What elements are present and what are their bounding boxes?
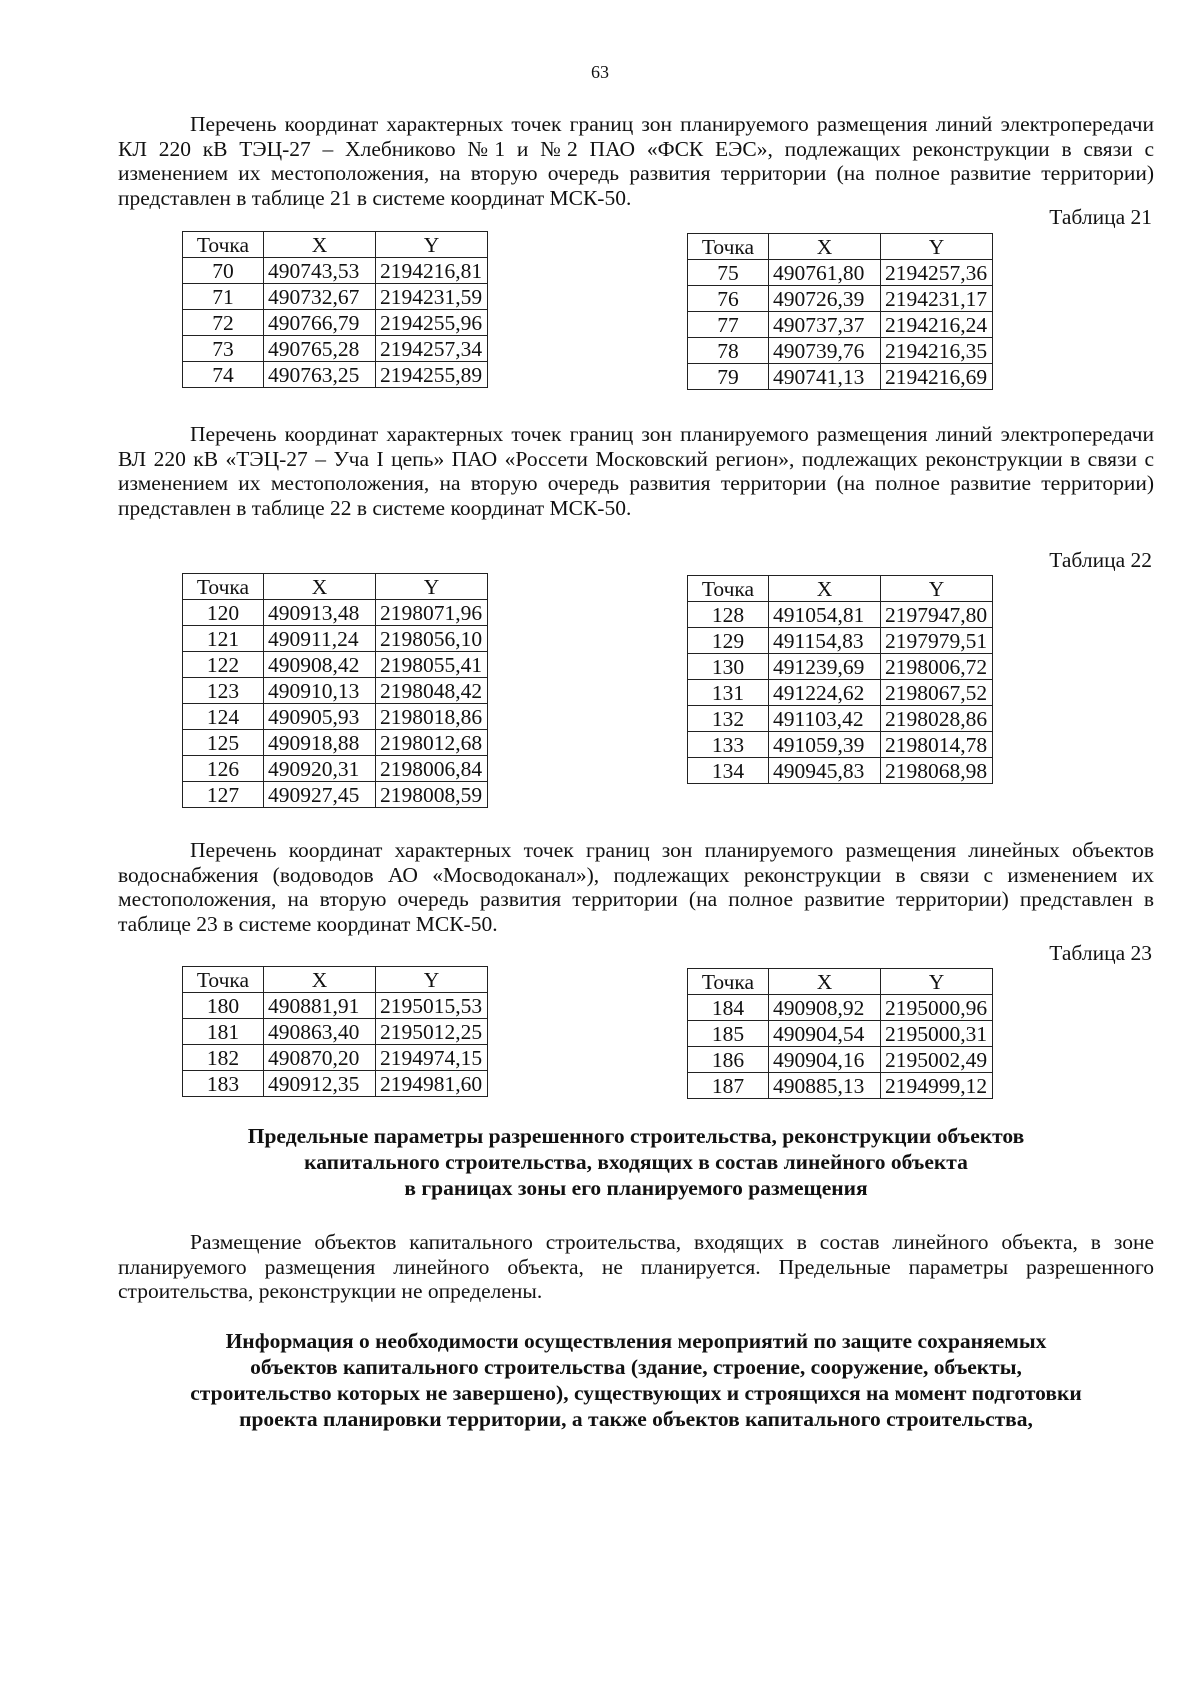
page-number: 63	[591, 62, 609, 82]
cell-y: 2198028,86	[881, 706, 993, 732]
table-row	[183, 704, 488, 730]
cell-x: 490732,67	[264, 284, 376, 310]
cell-x: 490741,13	[769, 364, 881, 390]
paragraph-table-21: Перечень координат характерных точек границ зон планируемого размещения линий электропередачи КЛ 220 кВ ТЭЦ-27 – Хлебниково №1 и №2 ПАО «ФСК ЕЭС», подлежащих реконструкции в связи с изменением их местоположения, на вторую очередь развития территории (на полное развитие территории) представлен в таблице 21 в системе координат МСК-50.	[118, 112, 1154, 210]
cell-point: 76	[688, 286, 769, 312]
cell-x: 491054,81	[769, 602, 881, 628]
cell-x: 491154,83	[769, 628, 881, 654]
cell-x: 490911,24	[264, 626, 376, 652]
table-row	[688, 602, 993, 628]
table-row	[183, 1045, 488, 1071]
table-header-row	[183, 232, 488, 258]
header-point: Точка	[183, 574, 264, 600]
cell-y: 2194231,17	[881, 286, 993, 312]
cell-point: 186	[688, 1047, 769, 1073]
cell-x: 490739,76	[769, 338, 881, 364]
cell-x: 491059,39	[769, 732, 881, 758]
cell-point: 79	[688, 364, 769, 390]
header-point: Точка	[688, 576, 769, 602]
cell-point: 123	[183, 678, 264, 704]
cell-x: 490885,13	[769, 1073, 881, 1099]
header-y: Y	[881, 969, 993, 995]
cell-x: 490927,45	[264, 782, 376, 808]
table-row	[183, 652, 488, 678]
cell-y: 2194216,69	[881, 364, 993, 390]
cell-y: 2198048,42	[376, 678, 488, 704]
heading-building-parameters	[118, 1123, 1154, 1201]
table-21-caption: Таблица 21	[1049, 205, 1152, 229]
cell-x: 490870,20	[264, 1045, 376, 1071]
cell-x: 490912,35	[264, 1071, 376, 1097]
cell-y: 2198055,41	[376, 652, 488, 678]
header-x: X	[769, 234, 881, 260]
table-row	[688, 654, 993, 680]
cell-point: 73	[183, 336, 264, 362]
cell-y: 2194981,60	[376, 1071, 488, 1097]
cell-y: 2195015,53	[376, 993, 488, 1019]
table-row	[688, 1021, 993, 1047]
table-row	[183, 993, 488, 1019]
table-row	[688, 364, 993, 390]
header-y: Y	[376, 232, 488, 258]
table-23-caption: Таблица 23	[1049, 941, 1152, 965]
cell-y: 2194255,89	[376, 362, 488, 388]
table-row	[183, 626, 488, 652]
cell-y: 2197947,80	[881, 602, 993, 628]
cell-y: 2195000,31	[881, 1021, 993, 1047]
heading-line: Информация о необходимости осуществления мероприятий по защите сохраняемых	[225, 1329, 1047, 1353]
heading-line: капитального строительства, входящих в состав линейного объекта	[304, 1150, 968, 1174]
table-22-right	[687, 575, 993, 784]
cell-x: 490920,31	[264, 756, 376, 782]
table-row	[688, 706, 993, 732]
cell-point: 130	[688, 654, 769, 680]
header-y: Y	[376, 967, 488, 993]
cell-point: 122	[183, 652, 264, 678]
table-row	[183, 1019, 488, 1045]
table-row	[688, 260, 993, 286]
table-header-row	[688, 576, 993, 602]
header-point: Точка	[688, 969, 769, 995]
cell-point: 71	[183, 284, 264, 310]
cell-x: 490863,40	[264, 1019, 376, 1045]
heading-protection-info	[118, 1328, 1154, 1432]
table-row	[688, 338, 993, 364]
cell-y: 2198006,84	[376, 756, 488, 782]
cell-x: 491224,62	[769, 680, 881, 706]
table-row	[688, 732, 993, 758]
table-row	[183, 258, 488, 284]
table-row	[183, 336, 488, 362]
cell-y: 2194216,35	[881, 338, 993, 364]
header-y: Y	[376, 574, 488, 600]
cell-x: 490726,39	[769, 286, 881, 312]
header-y: Y	[881, 576, 993, 602]
cell-x: 490904,54	[769, 1021, 881, 1047]
cell-y: 2194216,24	[881, 312, 993, 338]
cell-y: 2198014,78	[881, 732, 993, 758]
table-22-caption: Таблица 22	[1049, 548, 1152, 572]
cell-x: 490908,42	[264, 652, 376, 678]
cell-y: 2195012,25	[376, 1019, 488, 1045]
cell-x: 490904,16	[769, 1047, 881, 1073]
cell-y: 2198012,68	[376, 730, 488, 756]
cell-y: 2194999,12	[881, 1073, 993, 1099]
header-x: X	[264, 967, 376, 993]
cell-y: 2198056,10	[376, 626, 488, 652]
cell-point: 74	[183, 362, 264, 388]
cell-point: 72	[183, 310, 264, 336]
cell-point: 120	[183, 600, 264, 626]
cell-y: 2198071,96	[376, 600, 488, 626]
table-row	[688, 628, 993, 654]
table-row	[183, 284, 488, 310]
table-row	[183, 730, 488, 756]
cell-point: 121	[183, 626, 264, 652]
table-23-right	[687, 968, 993, 1099]
cell-point: 133	[688, 732, 769, 758]
table-row	[183, 1071, 488, 1097]
cell-y: 2197979,51	[881, 628, 993, 654]
heading-line: строительство которых не завершено), существующих и строящихся на момент подготовки	[190, 1381, 1082, 1405]
table-row	[688, 758, 993, 784]
cell-y: 2194257,34	[376, 336, 488, 362]
header-point: Точка	[183, 232, 264, 258]
cell-point: 77	[688, 312, 769, 338]
cell-point: 75	[688, 260, 769, 286]
cell-x: 490908,92	[769, 995, 881, 1021]
heading-line: объектов капитального строительства (здание, строение, сооружение, объекты,	[250, 1355, 1022, 1379]
cell-point: 180	[183, 993, 264, 1019]
cell-point: 131	[688, 680, 769, 706]
cell-point: 129	[688, 628, 769, 654]
header-y: Y	[881, 234, 993, 260]
header-x: X	[769, 969, 881, 995]
table-header-row	[183, 574, 488, 600]
cell-point: 128	[688, 602, 769, 628]
paragraph-table-23: Перечень координат характерных точек границ зон планируемого размещения линейных объектов водоснабжения (водоводов АО «Мосводоканал»), подлежащих реконструкции в связи с изменением их местоположения, на вторую очередь развития территории (на полное развитие территории) представлен в таблице 23 в системе координат МСК-50.	[118, 838, 1154, 936]
heading-line: в границах зоны его планируемого размещения	[404, 1176, 868, 1200]
header-point: Точка	[688, 234, 769, 260]
table-row	[183, 600, 488, 626]
table-row	[688, 312, 993, 338]
table-header-row	[688, 234, 993, 260]
header-x: X	[769, 576, 881, 602]
cell-x: 491239,69	[769, 654, 881, 680]
cell-y: 2194231,59	[376, 284, 488, 310]
cell-point: 187	[688, 1073, 769, 1099]
table-row	[688, 286, 993, 312]
cell-point: 184	[688, 995, 769, 1021]
cell-y: 2198006,72	[881, 654, 993, 680]
cell-x: 490881,91	[264, 993, 376, 1019]
header-x: X	[264, 232, 376, 258]
cell-point: 70	[183, 258, 264, 284]
table-row	[183, 310, 488, 336]
cell-x: 490743,53	[264, 258, 376, 284]
cell-y: 2198068,98	[881, 758, 993, 784]
cell-point: 134	[688, 758, 769, 784]
table-row	[688, 1073, 993, 1099]
cell-point: 124	[183, 704, 264, 730]
cell-y: 2198018,86	[376, 704, 488, 730]
cell-point: 78	[688, 338, 769, 364]
table-row	[183, 362, 488, 388]
cell-point: 132	[688, 706, 769, 732]
cell-y: 2198008,59	[376, 782, 488, 808]
cell-point: 185	[688, 1021, 769, 1047]
table-row	[688, 995, 993, 1021]
paragraph-placement: Размещение объектов капитального строительства, входящих в состав линейного объекта, в зоне планируемого размещения линейного объекта, не планируется. Предельные параметры разрешенного строительства, реконструкции не определены.	[118, 1230, 1154, 1303]
table-header-row	[688, 969, 993, 995]
table-22-left	[182, 573, 488, 808]
header-point: Точка	[183, 967, 264, 993]
heading-line: проекта планировки территории, а также объектов капитального строительства,	[239, 1407, 1033, 1431]
cell-x: 490737,37	[769, 312, 881, 338]
cell-point: 127	[183, 782, 264, 808]
cell-y: 2194255,96	[376, 310, 488, 336]
table-23-left	[182, 966, 488, 1097]
cell-point: 125	[183, 730, 264, 756]
table-header-row	[183, 967, 488, 993]
cell-y: 2195000,96	[881, 995, 993, 1021]
cell-x: 490765,28	[264, 336, 376, 362]
table-row	[688, 1047, 993, 1073]
table-21-right	[687, 233, 993, 390]
cell-point: 126	[183, 756, 264, 782]
cell-x: 490763,25	[264, 362, 376, 388]
paragraph-table-22: Перечень координат характерных точек границ зон планируемого размещения линий электропередачи ВЛ 220 кВ «ТЭЦ-27 – Уча I цепь» ПАО «Россети Московский регион», подлежащих реконструкции в связи с изменением их местоположения, на вторую очередь развития территории (на полное развитие территории) представлен в таблице 22 в системе координат МСК-50.	[118, 422, 1154, 520]
cell-x: 490918,88	[264, 730, 376, 756]
cell-x: 490766,79	[264, 310, 376, 336]
cell-y: 2198067,52	[881, 680, 993, 706]
cell-y: 2194257,36	[881, 260, 993, 286]
table-row	[183, 782, 488, 808]
cell-y: 2194974,15	[376, 1045, 488, 1071]
cell-x: 490905,93	[264, 704, 376, 730]
cell-y: 2194216,81	[376, 258, 488, 284]
table-row	[183, 678, 488, 704]
header-x: X	[264, 574, 376, 600]
cell-x: 491103,42	[769, 706, 881, 732]
table-21-left	[182, 231, 488, 388]
cell-x: 490910,13	[264, 678, 376, 704]
cell-x: 490913,48	[264, 600, 376, 626]
cell-point: 183	[183, 1071, 264, 1097]
table-row	[688, 680, 993, 706]
cell-point: 182	[183, 1045, 264, 1071]
cell-point: 181	[183, 1019, 264, 1045]
cell-x: 490945,83	[769, 758, 881, 784]
cell-x: 490761,80	[769, 260, 881, 286]
cell-y: 2195002,49	[881, 1047, 993, 1073]
table-row	[183, 756, 488, 782]
heading-line: Предельные параметры разрешенного строительства, реконструкции объектов	[247, 1124, 1025, 1148]
